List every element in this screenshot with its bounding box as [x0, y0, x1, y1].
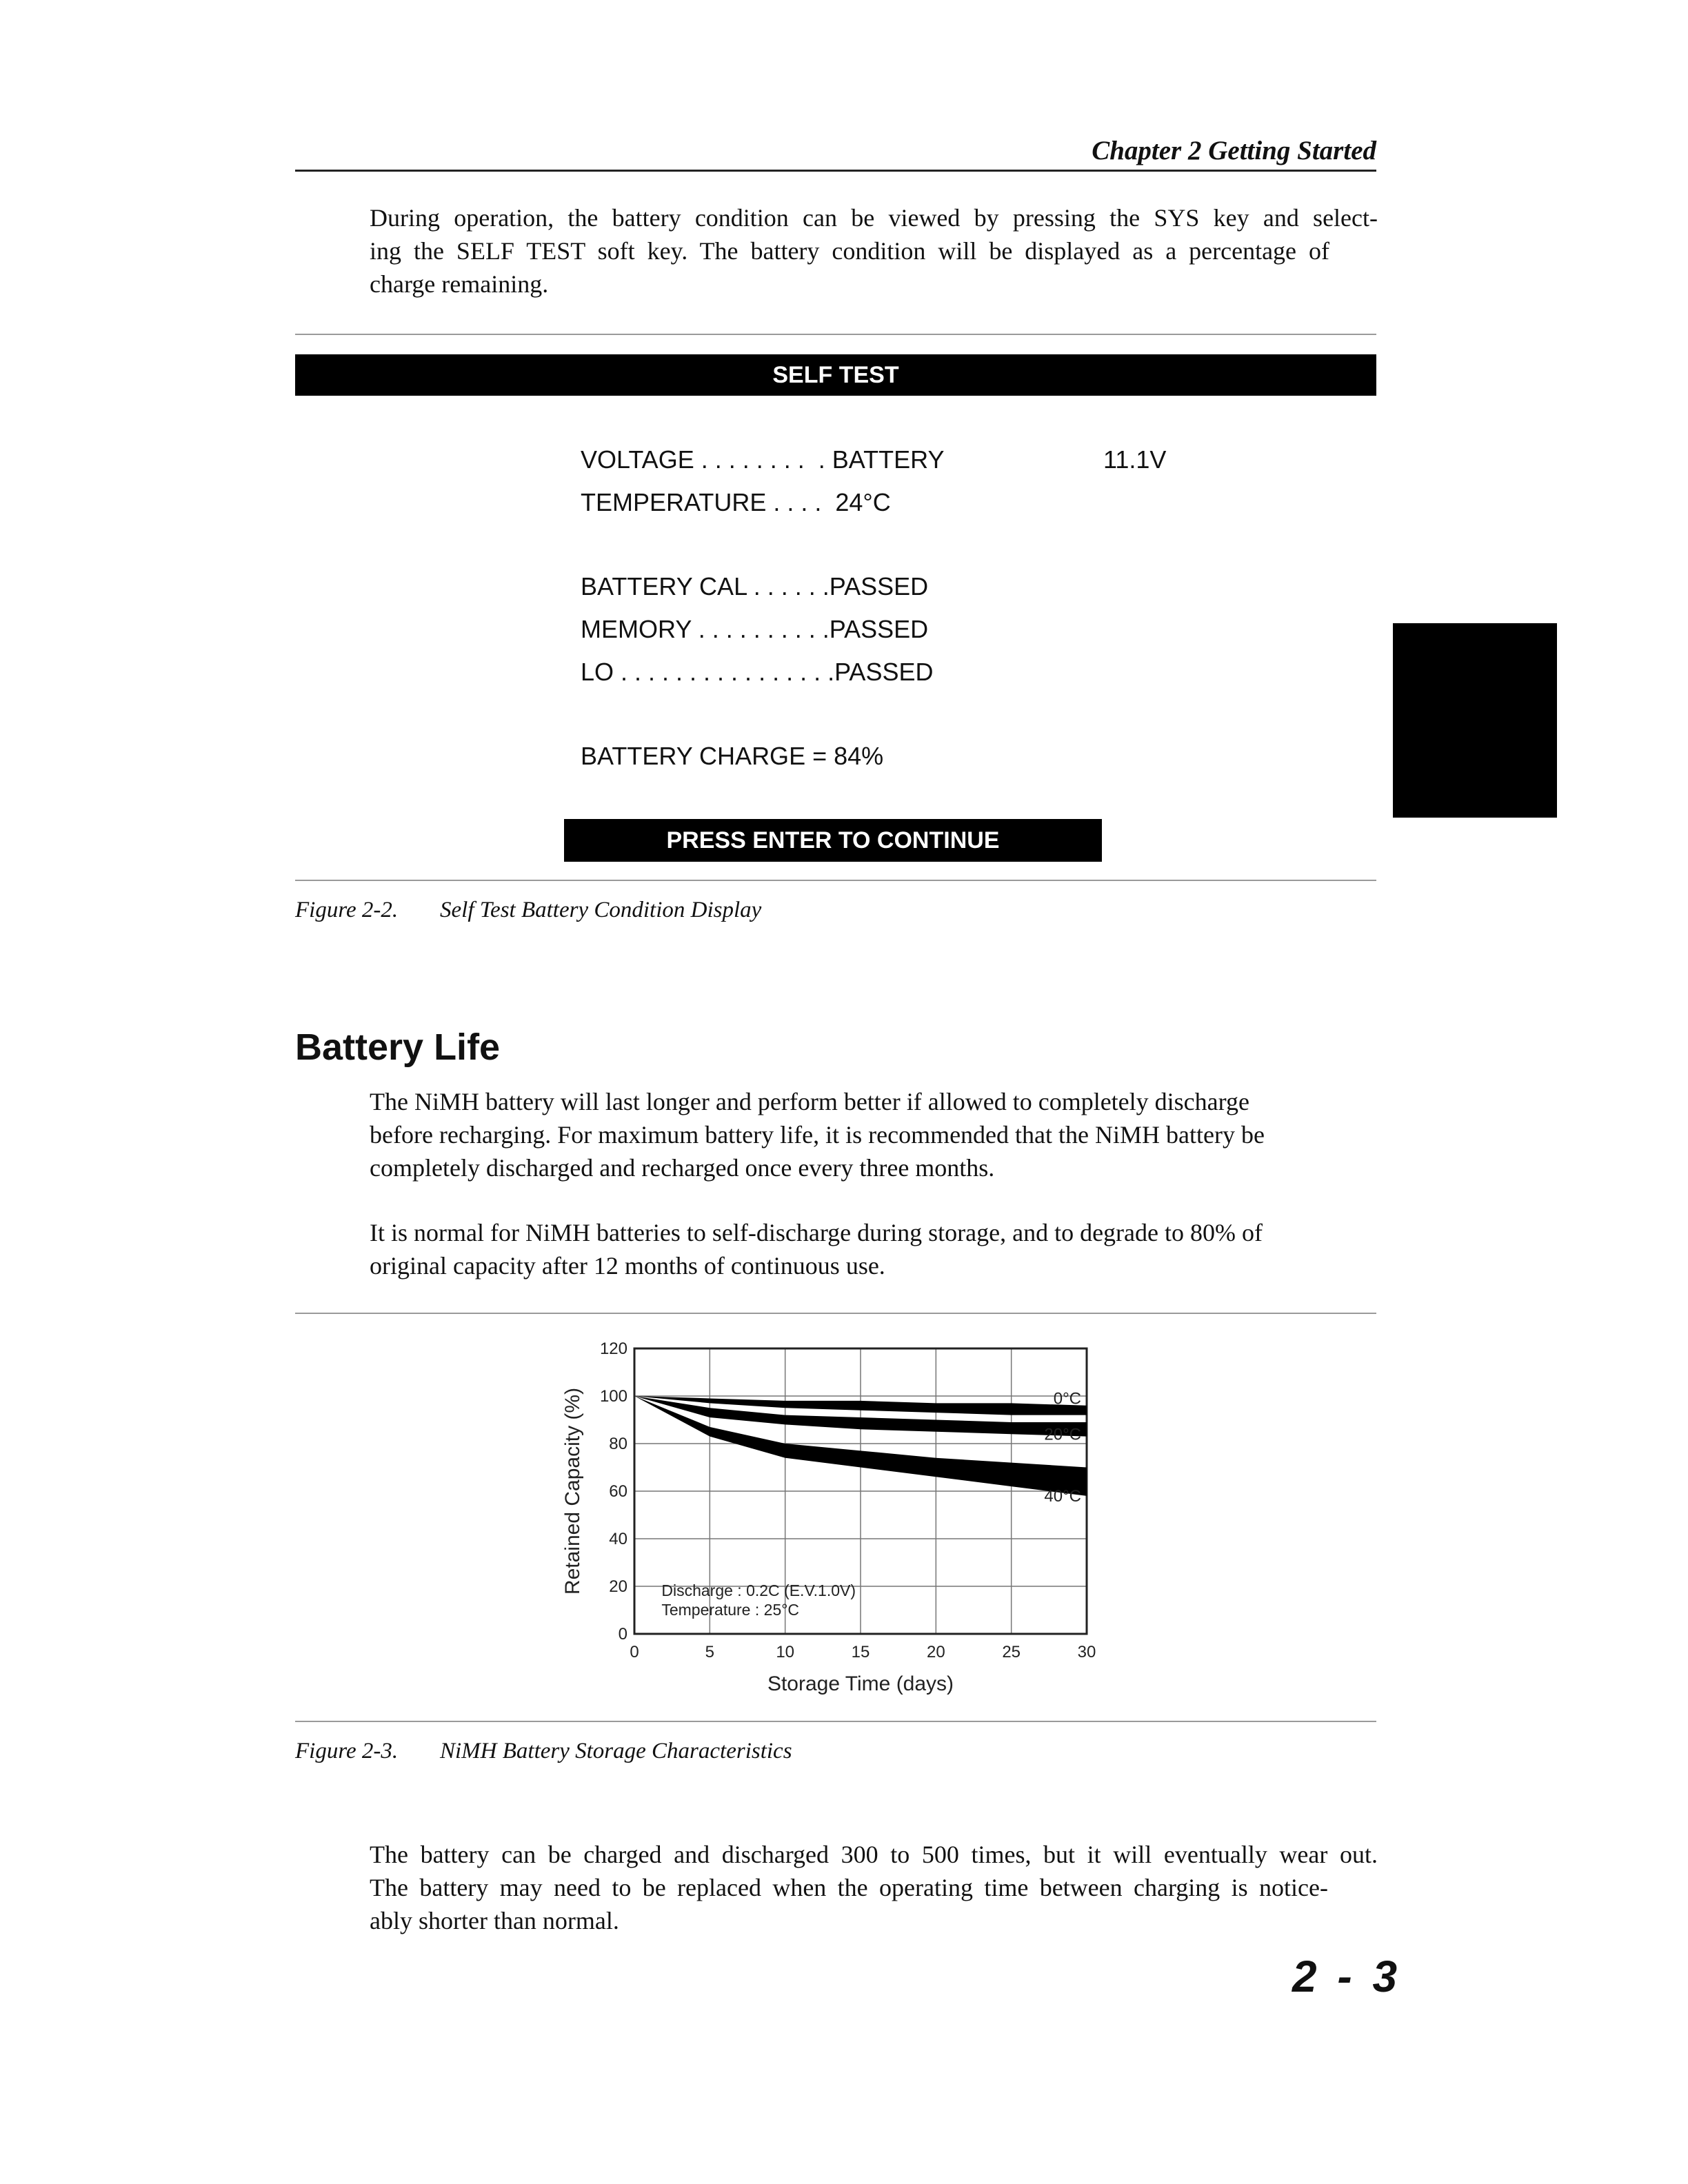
figure-title: Self Test Battery Condition Display	[440, 898, 762, 922]
paragraph-line: The NiMH battery will last longer and perform better if allowed to completely discharge	[370, 1088, 1249, 1115]
closing-line: The battery may need to be replaced when the operating time between charging is notice-	[370, 1874, 1328, 1901]
nimh-storage-chart	[552, 1331, 1145, 1710]
figure-number: Figure 2-2.	[295, 898, 399, 922]
figure-number: Figure 2-3.	[295, 1739, 399, 1763]
voltage-readout: VOLTAGE . . . . . . . . . BATTERY	[581, 445, 945, 474]
series-label: 0°C	[1053, 1389, 1081, 1408]
chapter-side-tab	[1393, 623, 1557, 818]
closing-paragraph	[370, 1838, 1378, 1937]
battery-cal-result: BATTERY CAL . . . . . .PASSED	[581, 572, 929, 600]
voltage-value: 11.1V	[1103, 445, 1167, 474]
battery-life-paragraph-2	[370, 1216, 1378, 1282]
series-label: 20°C	[1044, 1425, 1081, 1444]
x-tick-label: 15	[851, 1643, 870, 1661]
chart-annotation: Discharge : 0.2C (E.V.1.0V)	[661, 1581, 856, 1599]
paragraph-line: completely discharged and recharged once every three months.	[370, 1154, 995, 1182]
self-test-title-bar: SELF TEST	[295, 354, 1376, 396]
chart-rule-bottom	[295, 1721, 1376, 1722]
battery-charge-readout: BATTERY CHARGE = 84%	[581, 742, 884, 770]
intro-line: ing the SELF TEST soft key. The battery condition will be displayed as a percentage of	[370, 237, 1329, 265]
x-tick-label: 20	[926, 1643, 945, 1661]
memory-result: MEMORY . . . . . . . . . .PASSED	[581, 615, 929, 643]
y-tick-label: 80	[609, 1435, 627, 1453]
x-tick-label: 30	[1077, 1643, 1096, 1661]
y-tick-label: 40	[609, 1530, 627, 1548]
temperature-readout: TEMPERATURE . . . . 24°C	[581, 488, 891, 516]
intro-line: During operation, the battery condition can be viewed by pressing the SYS key and select-	[370, 204, 1378, 232]
figure-rule-top	[295, 334, 1376, 335]
page-number: 2 - 3	[1292, 1952, 1402, 2001]
chapter-title: Chapter 2 Getting Started	[1092, 136, 1376, 165]
series-label: 40°C	[1044, 1487, 1081, 1506]
y-tick-label: 100	[599, 1387, 627, 1406]
paragraph-line: It is normal for NiMH batteries to self-discharge during storage, and to degrade to 80% of	[370, 1219, 1263, 1246]
closing-line: The battery can be charged and discharged 300 to 500 times, but it will eventually wear out.	[370, 1841, 1378, 1868]
figure-rule-bottom	[295, 880, 1376, 881]
y-tick-label: 120	[599, 1339, 627, 1358]
figure-2-3-caption	[295, 1739, 792, 1764]
closing-line: ably shorter than normal.	[370, 1907, 619, 1934]
x-tick-label: 25	[1002, 1643, 1021, 1661]
figure-title: NiMH Battery Storage Characteristics	[440, 1739, 792, 1763]
intro-line: charge remaining.	[370, 270, 549, 298]
paragraph-line: before recharging. For maximum battery life, it is recommended that the NiMH battery be	[370, 1121, 1265, 1149]
x-tick-label: 10	[776, 1643, 795, 1661]
chart-annotation: Temperature : 25°C	[661, 1600, 800, 1619]
x-tick-label: 5	[705, 1643, 715, 1661]
intro-paragraph	[370, 201, 1378, 301]
figure-2-2-caption	[295, 898, 761, 923]
header-rule	[295, 170, 1376, 172]
battery-life-heading: Battery Life	[295, 1027, 501, 1068]
lo-result: LO . . . . . . . . . . . . . . . .PASSED	[581, 658, 934, 686]
x-axis-title: Storage Time (days)	[767, 1672, 954, 1695]
x-tick-label: 0	[630, 1643, 639, 1661]
battery-life-paragraph-1	[370, 1085, 1378, 1184]
press-enter-button[interactable]: PRESS ENTER TO CONTINUE	[564, 819, 1102, 862]
chart-rule-top	[295, 1313, 1376, 1314]
y-tick-label: 0	[618, 1625, 627, 1644]
y-axis-title: Retained Capacity (%)	[561, 1387, 584, 1595]
paragraph-line: original capacity after 12 months of continuous use.	[370, 1252, 885, 1280]
y-tick-label: 60	[609, 1482, 627, 1501]
y-tick-label: 20	[609, 1577, 627, 1596]
